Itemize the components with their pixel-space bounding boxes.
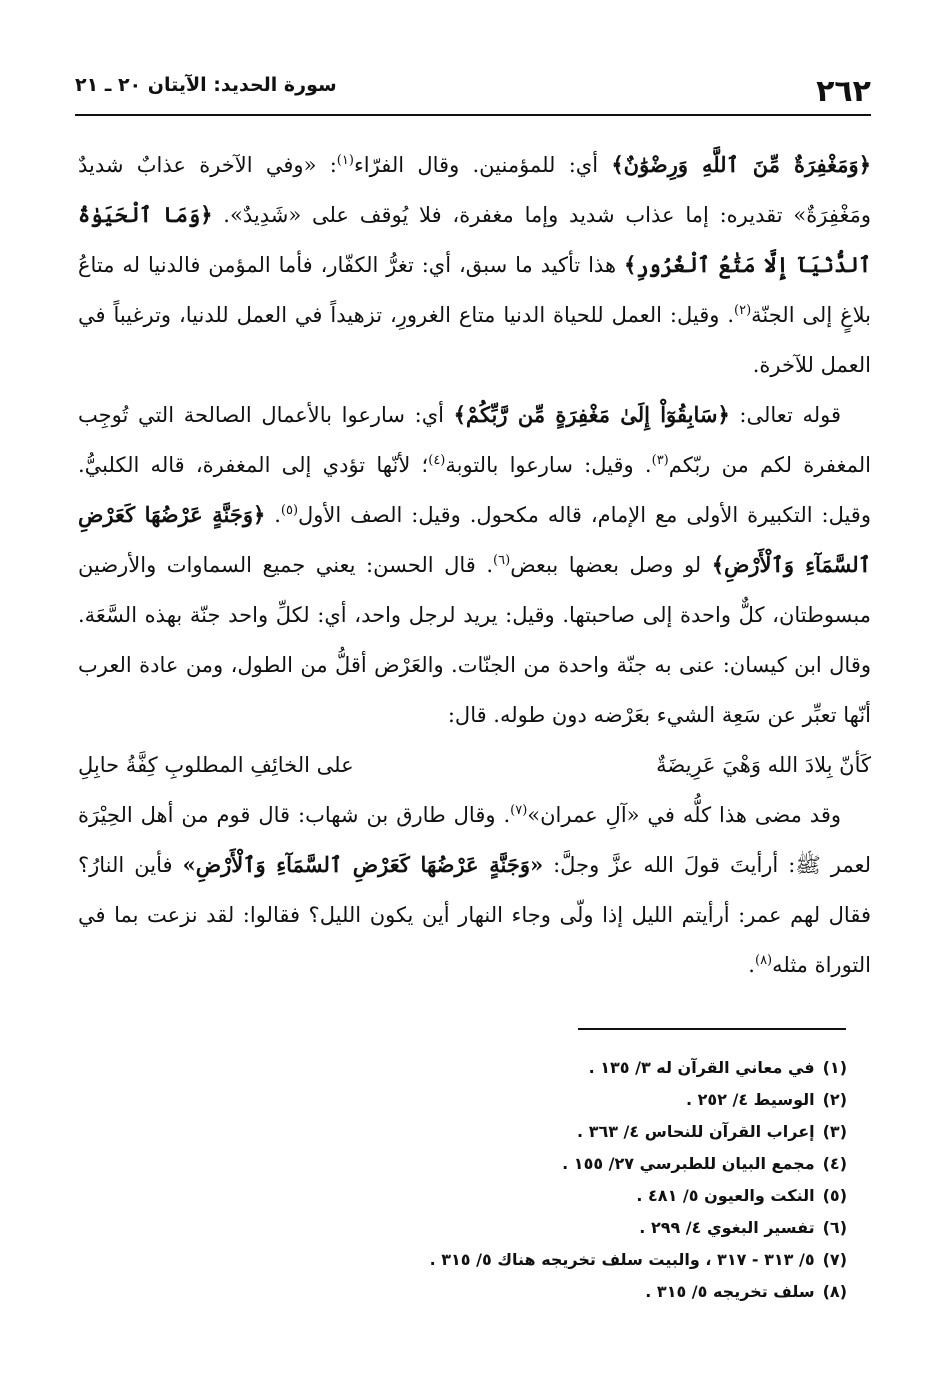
footnote-text: سلف تخريجه ٥/ ٣١٥ .	[645, 1282, 815, 1301]
footnotes	[347, 1052, 847, 1308]
text-run: وقد مضى هذا كلُّه في «آلِ عمران»	[527, 803, 841, 827]
page-number: ٢٦٢	[816, 74, 871, 109]
footnote-ref: (١)	[336, 153, 354, 168]
page-header	[75, 68, 871, 116]
footnote-item	[347, 1148, 847, 1180]
text-run: . وقال طارق بن شهاب: قال قوم من أهل الحِيْرَة لعمر ﷺ: أرأيتَ قولَ الله عزَّ وجلَّ:	[78, 803, 872, 877]
footnote-text: مجمع البيان للطبرسي ٢٧/ ١٥٥ .	[562, 1154, 815, 1173]
footnote-number: (٣)	[822, 1122, 847, 1141]
text-run: : «وفي الآخرة عذابٌ شديدٌ ومَغْفِرَةٌ» تقديره: إما عذاب شديد وإما مغفرة، فلا يُوقف على «شَدِيدٌ».	[78, 153, 871, 227]
footnote-number: (٢)	[822, 1090, 847, 1109]
verse-second-hemistich: على الخائِفِ المطلوبِ كِفَّةُ حابِلِ	[78, 753, 354, 777]
footnote-ref: (٨)	[754, 953, 773, 968]
footnote-text: ٥/ ٣١٣ - ٣١٧ ، والبيت سلف تخريجه هناك ٥/ ٣١٥ .	[429, 1250, 815, 1269]
footnote-text: إعراب القرآن للنحاس ٤/ ٣٦٣ .	[577, 1122, 815, 1141]
footnote-item	[347, 1276, 847, 1308]
quran-quote: ﴿وَمَا ٱلْحَيَوٰةُ ٱلدُّنْيَآ إِلَّا مَتَٰعُ ٱلْغُرُورِ﴾	[78, 202, 872, 277]
footnote-item	[347, 1052, 847, 1084]
paragraph-2	[78, 390, 871, 740]
footnote-ref: (٧)	[510, 803, 528, 818]
footnote-item	[347, 1084, 847, 1116]
text-run: . وقيل: العمل للحياة الدنيا متاع الغرورِ، تزهيداً في العمل للدنيا، وترغيباً في العمل للآخرة.	[78, 303, 871, 377]
text-run: .	[265, 503, 281, 527]
footnote-item	[347, 1244, 847, 1276]
text-run: هذا تأكيد ما سبق، أي: تغرُّ الكفّار، فأما المؤمن فالدنيا له متاعُ بلاغٍ إلى الجنّة	[78, 253, 871, 327]
text-run: قوله تعالى:	[729, 403, 841, 427]
footnote-text: تفسير البغوي ٤/ ٢٩٩ .	[639, 1218, 815, 1237]
text-run: لو وصل بعضها ببعض	[510, 553, 712, 577]
text-run: ؛ لأنّها تؤدي إلى المغفرة، قاله الكلبيُّ. وقيل: التكبيرة الأولى مع الإمام، قاله مكحول. وقيل: الصف الأول	[78, 453, 871, 527]
footnote-number: (٧)	[822, 1250, 847, 1269]
footnote-ref: (٥)	[280, 503, 299, 518]
paragraph-1	[78, 140, 871, 390]
footnote-ref: (٢)	[734, 303, 752, 318]
footnote-ref: (٤)	[428, 453, 446, 468]
quran-quote: ﴿وَمَغْفِرَةٌ مِّنَ ٱللَّهِ وَرِضْوَٰنٌ﴾	[611, 152, 872, 177]
verse-first-hemistich: كَأنّ بِلادَ الله وَهْيَ عَرِيضَةٌ	[656, 753, 871, 777]
footnote-number: (٨)	[822, 1282, 847, 1301]
footnote-number: (٦)	[822, 1218, 847, 1237]
text-run: أي: للمؤمنين. وقال الفرّاء	[353, 153, 612, 177]
text-run: . وقيل: سارعوا بالتوبة	[445, 453, 652, 477]
poetry-verse	[78, 740, 871, 790]
main-text	[78, 140, 871, 990]
quran-quote: ﴿سَابِقُوٓاْ إِلَىٰ مَغْفِرَةٍ مِّن رَّبِّكُمْ﴾	[453, 402, 730, 427]
quran-quote: «وَجَنَّةٍ عَرْضُهَا كَعَرْضِ ٱلسَّمَآءِ وَٱلْأَرْضِ»	[182, 852, 544, 877]
footnote-item	[347, 1212, 847, 1244]
footnote-text: في معاني القرآن له ٣/ ١٣٥ .	[588, 1058, 815, 1077]
footnote-ref: (٦)	[493, 553, 511, 568]
text-run: .	[748, 953, 755, 977]
footnote-number: (٥)	[822, 1186, 847, 1205]
footnote-item	[347, 1180, 847, 1212]
paragraph-3	[78, 790, 871, 990]
footnote-number: (١)	[822, 1058, 847, 1077]
footnote-text: النكت والعيون ٥/ ٤٨١ .	[636, 1186, 815, 1205]
footnote-separator	[578, 1028, 846, 1030]
text-run: . قال الحسن: يعني جميع السماوات والأرضين مبسوطتان، كلٌّ واحدة إلى صاحبتها. وقيل: يريد لرجل واحد، أي: لكلِّ واحد جنّة بهذه السَّعَة. وقال ابن كيسان: عنى به جنّة واحدة من الجنّات. والعَرْض أقلُّ من الطول، ومن عادة العرب أنّها تعبِّر عن سَعِة الشيء بعَرْضه دون طوله. قال:	[78, 553, 871, 727]
footnote-number: (٤)	[822, 1154, 847, 1173]
text-run: أي: سارعوا بالأعمال الصالحة التي تُوجِب المغفرة لكم من ربّكم	[78, 403, 872, 477]
running-title: سورة الحديد: الآيتان ٢٠ ـ ٢١	[75, 74, 337, 96]
quran-quote: ﴿وَجَنَّةٍ عَرْضُهَا كَعَرْضِ ٱلسَّمَآءِ وَٱلْأَرْضِ﴾	[78, 502, 871, 577]
footnote-ref: (٣)	[651, 453, 669, 468]
footnote-item	[347, 1116, 847, 1148]
footnote-text: الوسيط ٤/ ٢٥٢ .	[685, 1090, 815, 1109]
text-run: فأين النارُ؟ فقال لهم عمر: أرأيتم الليل إذا ولّى وجاء النهار أين يكون الليل؟ فقالوا: لقد نزعت بما في التوراة مثله	[78, 853, 871, 977]
